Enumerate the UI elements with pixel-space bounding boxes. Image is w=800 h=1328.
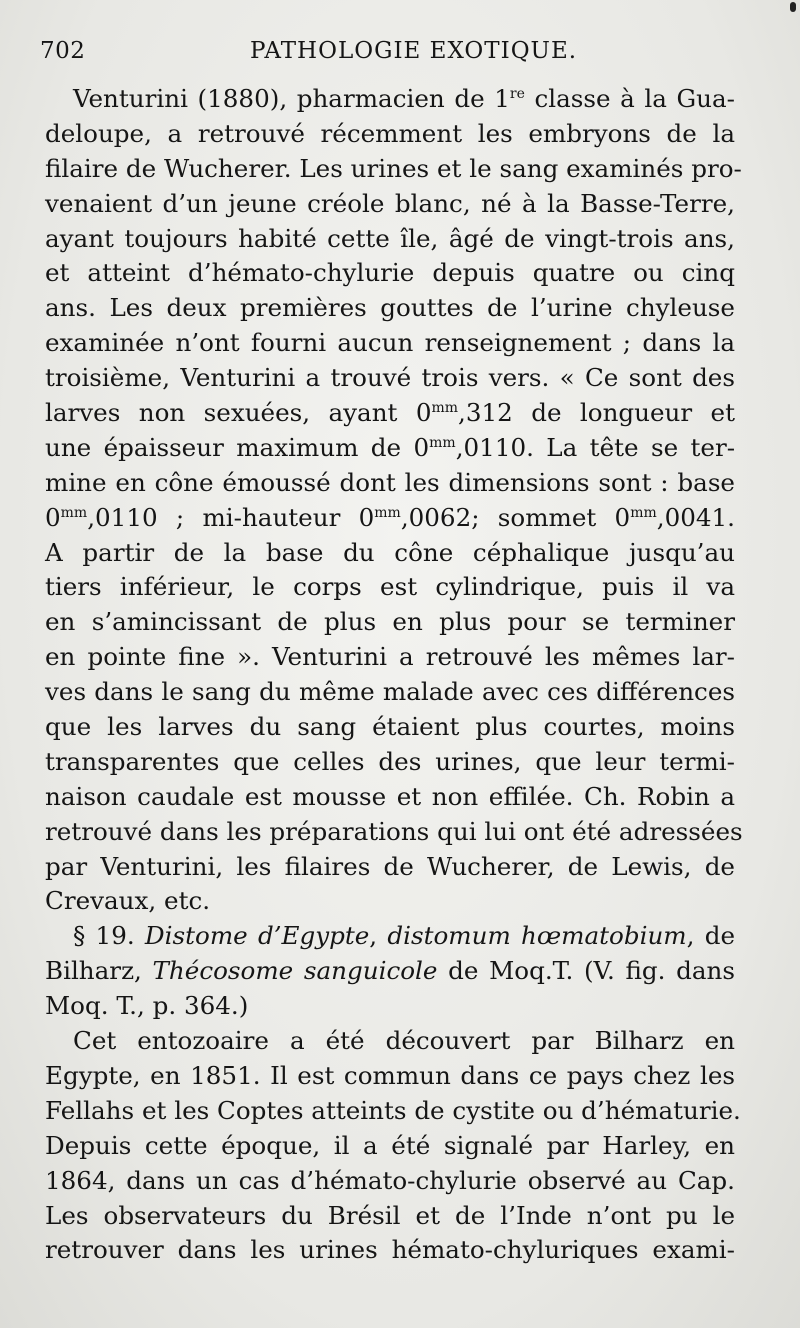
text-line: Egypte, en 1851. Il est commun dans ce pays chez les (45, 1060, 735, 1090)
text-line: Depuis cette époque, il a été signalé par Harley, en (45, 1130, 735, 1160)
running-head: PATHOLOGIE EXOTIQUE. (250, 38, 578, 64)
text-line: venaient d’un jeune créole blanc, né à la Basse-Terre, (45, 188, 735, 218)
page-number: 702 (40, 38, 86, 64)
text-line: transparentes que celles des urines, que leur termi- (45, 746, 735, 776)
text-line: par Venturini, les filaires de Wucherer, de Lewis, de (45, 851, 735, 881)
text-line: Crevaux, etc. (45, 886, 211, 916)
section-heading-line: § 19. Distome d’Egypte, distomum hœmatobium, de (73, 921, 735, 951)
text-line: et atteint d’hémato-chylurie depuis quatre ou cinq (45, 258, 735, 288)
text-line: Fellahs et les Coptes atteints de cystite ou d’hématurie. (45, 1095, 741, 1125)
text-line: retrouver dans les urines hémato-chyluriques exami- (45, 1235, 735, 1265)
text-line: Bilharz, Thécosome sanguicole de Moq.T. (V. fig. dans (45, 956, 735, 986)
text-line: en s’amincissant de plus en plus pour se terminer (45, 607, 735, 637)
text-line: examinée n’ont fourni aucun renseignement ; dans la (45, 328, 735, 358)
text-line: larves non sexuées, ayant $0^{mm},312$ de longueur et (45, 398, 735, 428)
text-line: Moq. T., p. 364.) (45, 991, 249, 1021)
text-line: Les observateurs du Brésil et de l’Inde n’ont pu le (45, 1200, 735, 1230)
page-header (40, 38, 740, 68)
text-line: filaire de Wucherer. Les urines et le sang examinés pro- (45, 153, 742, 183)
text-line: retrouvé dans les préparations qui lui ont été adressées (45, 816, 743, 846)
text-line: deloupe, a retrouvé récemment les embryons de la (45, 118, 735, 148)
text-line: $0^{mm},0110$ ; mi-hauteur $0^{mm},0062$; sommet $0^{mm},0041$. (45, 502, 735, 532)
text-line: tiers inférieur, le corps est cylindrique, puis il va (45, 572, 735, 602)
text-line: A partir de la base du cône céphalique jusqu’au (45, 537, 735, 567)
text-line: ayant toujours habité cette île, âgé de vingt-trois ans, (45, 223, 735, 253)
text-line: une épaisseur maximum de $0^{mm},0110$. La tête se ter- (45, 432, 736, 462)
text-line: ves dans le sang du même malade avec ces différences (45, 677, 735, 707)
text-line: 1864, dans un cas d’hémato-chylurie observé au Cap. (45, 1165, 735, 1195)
body-text (45, 82, 743, 1268)
text-line: mine en cône émoussé dont les dimensions sont : base (45, 467, 735, 497)
text-line: en pointe fine ». Venturini a retrouvé les mêmes lar- (45, 642, 735, 672)
ink-speck (790, 2, 796, 12)
text-line: naison caudale est mousse et non effilée. Ch. Robin a (45, 781, 735, 811)
text-line: ans. Les deux premières gouttes de l’urine chyleuse (45, 293, 735, 323)
text-line: Venturini (1880), pharmacien de 1re classe à la Gua- (73, 84, 735, 113)
text-line: troisième, Venturini a trouvé trois vers. « Ce sont des (45, 363, 735, 393)
text-line: Cet entozoaire a été découvert par Bilharz en (73, 1026, 735, 1056)
text-line: que les larves du sang étaient plus courtes, moins (45, 712, 735, 742)
